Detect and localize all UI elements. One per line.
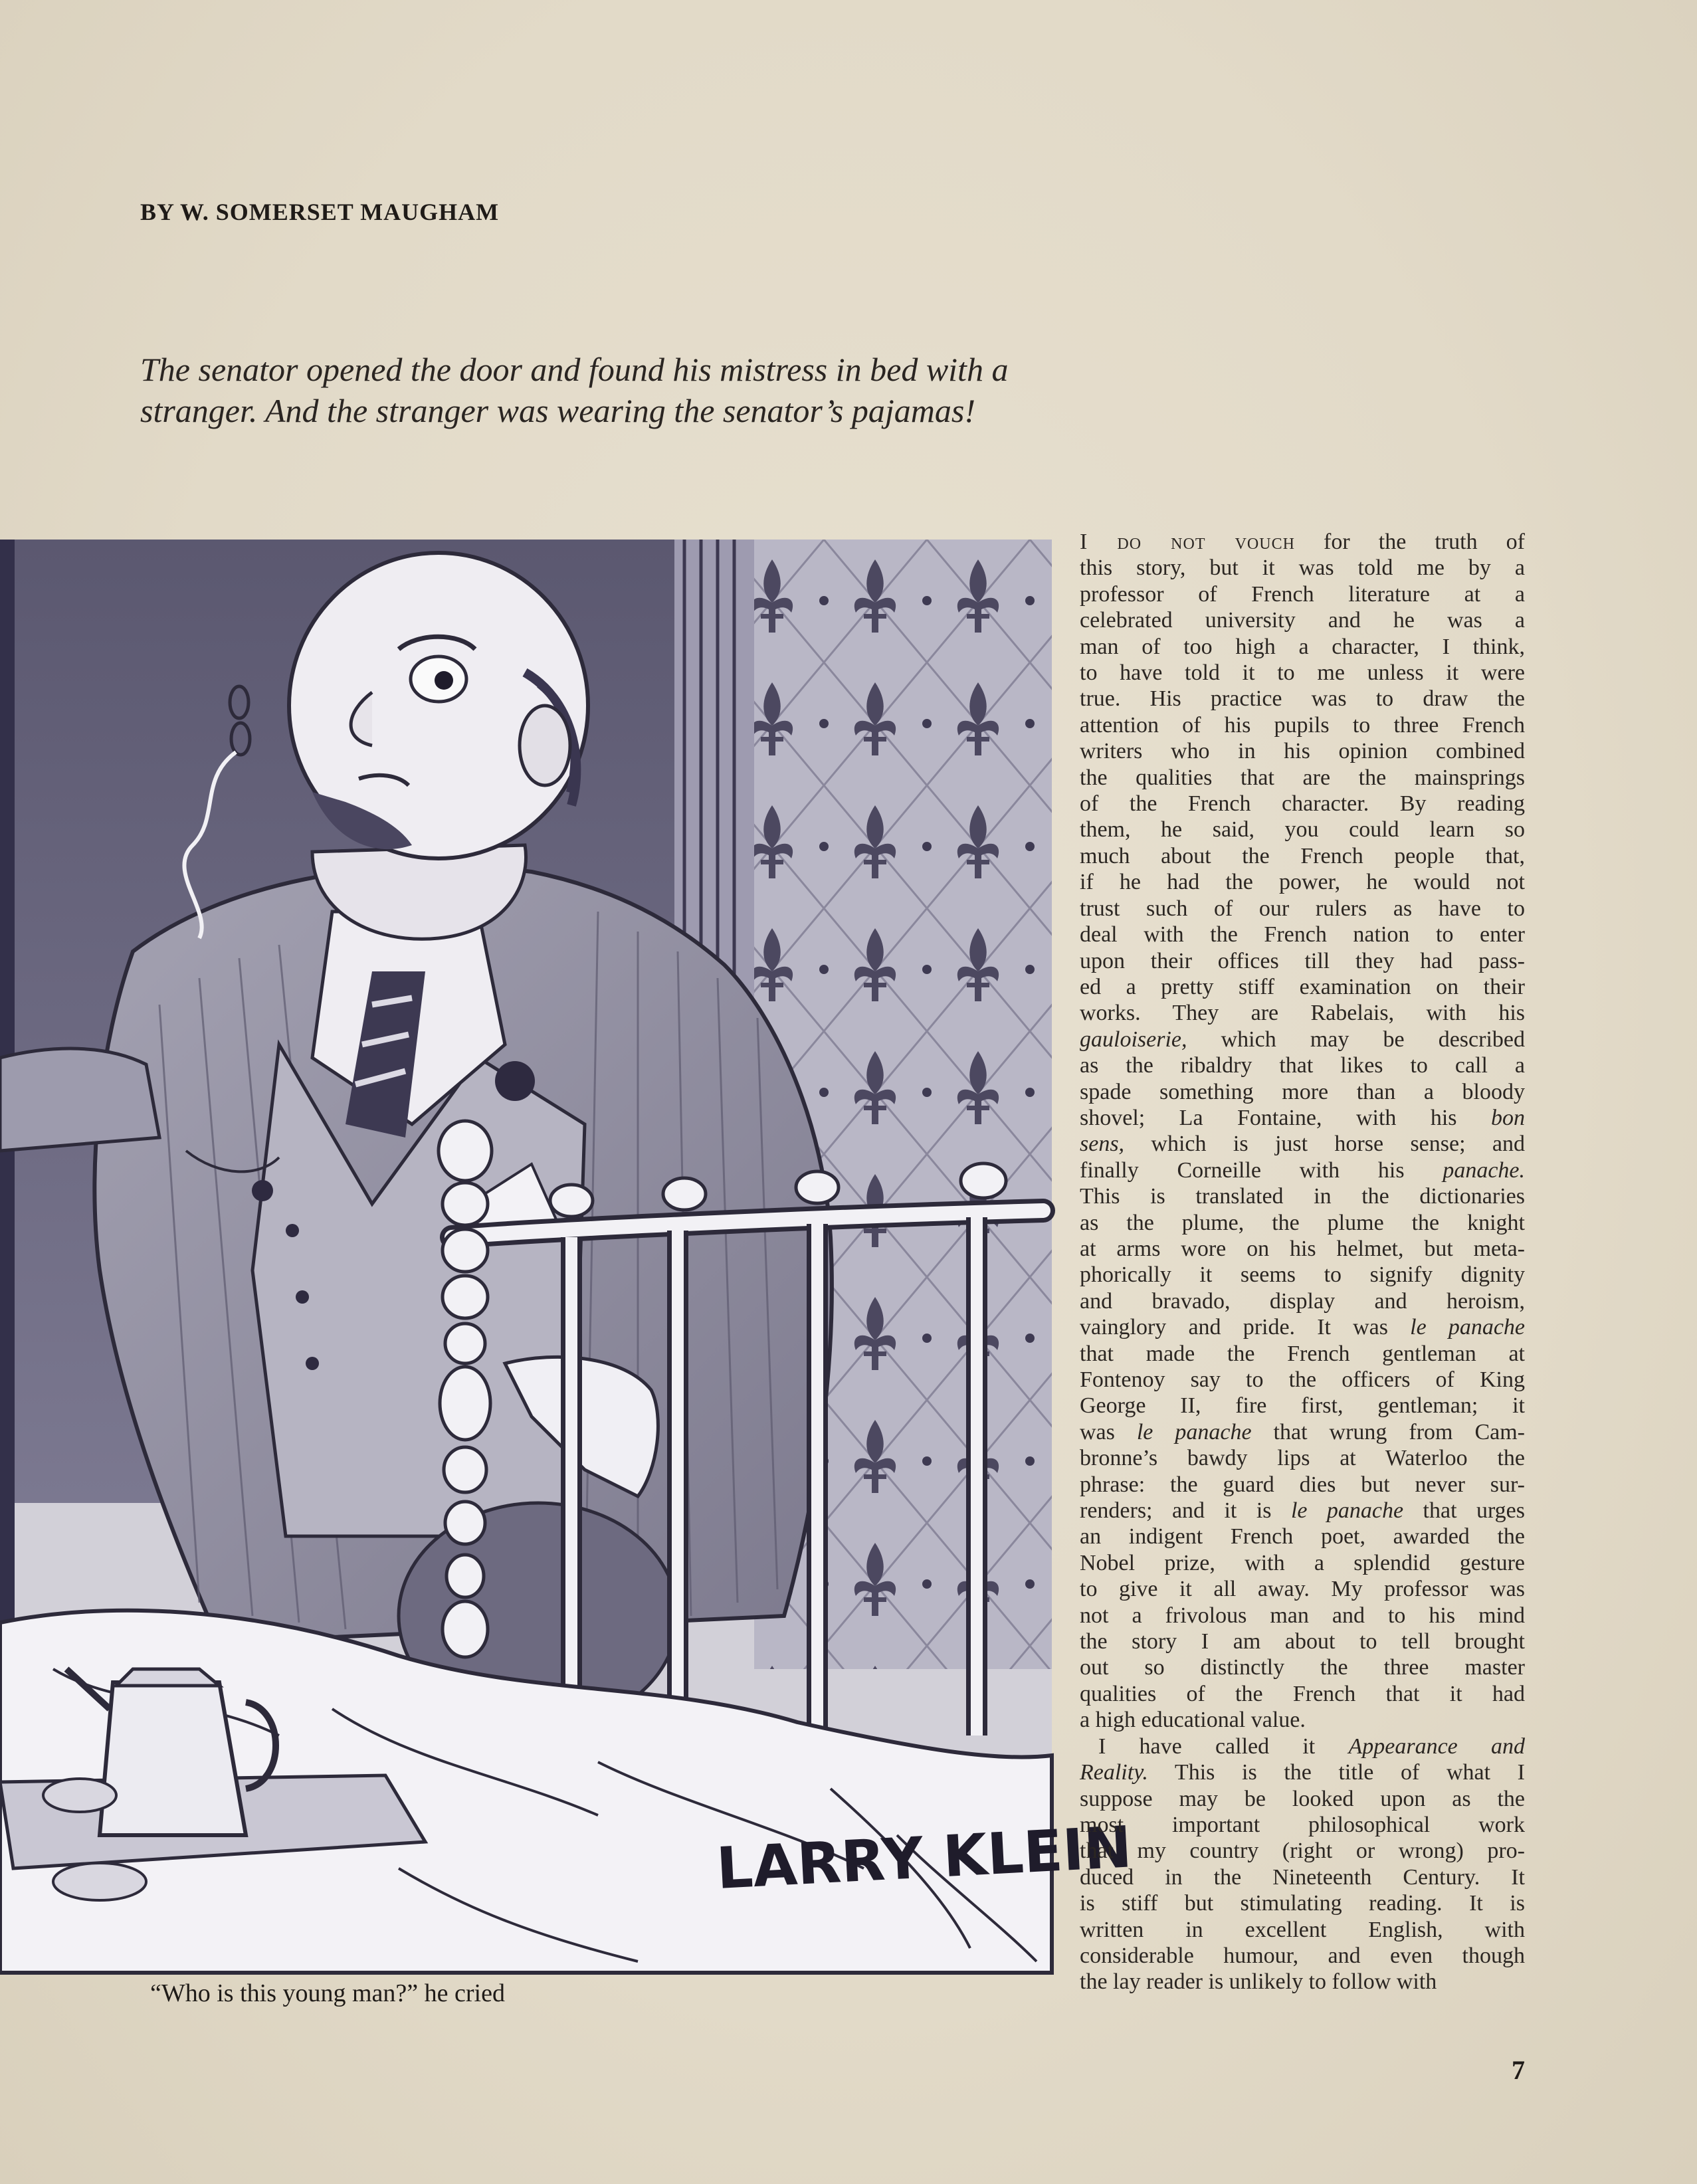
body-line: and bravado, display and heroism, [1080,1288,1525,1314]
body-line: sens, which is just horse sense; and [1080,1132,1525,1157]
page-number: 7 [1512,2055,1525,2085]
body-line: I have called it Appearance and [1098,1734,1526,1759]
body-line: renders; and it is le panache that urges [1080,1498,1526,1524]
body-line: the story I am about to tell brought [1080,1629,1525,1654]
lead-in: I do not vouch [1080,530,1295,554]
body-line: Nobel prize, with a splendid gesture [1080,1550,1525,1575]
body-line: writers who in his opinion combined [1080,739,1525,764]
body-line: Reality. This is the title of what I [1080,1760,1525,1785]
body-line: qualities of the French that it had [1080,1681,1525,1706]
body-line: George II, fire first, gentleman; it [1080,1393,1525,1419]
body-line: true. His practice was to draw the [1080,686,1525,712]
body-line: suppose may be looked upon as the [1080,1786,1525,1811]
deck-line-1: The senator opened the door and found his mistress in bed with a [140,351,1009,388]
senator-illustration [0,540,1134,1973]
body-line: was le panache that wrung from Cam- [1080,1419,1525,1444]
deck-summary [140,349,1064,431]
illustration-caption: “Who is this young man?” he cried [150,1979,505,2007]
byline: BY W. SOMERSET MAUGHAM [140,199,500,225]
body-line: to give it all away. My professor was [1080,1577,1525,1602]
body-line: This is translated in the dictionaries [1080,1184,1525,1209]
body-line: spade something more than a bloody [1080,1079,1525,1104]
body-line: written in excellent English, with [1080,1917,1525,1942]
body-line: works. They are Rabelais, with his [1080,1001,1525,1026]
body-line: most important philosophical work [1080,1812,1525,1837]
illustration [0,540,1134,1973]
body-line: duced in the Nineteenth Century. It [1080,1864,1525,1890]
body-line: phrase: the guard dies but never sur- [1080,1472,1525,1497]
body-line: man of too high a character, I think, [1080,634,1525,659]
body-line: attention of his pupils to three French [1080,712,1525,738]
body-line: ed a pretty stiff examination on their [1080,974,1525,999]
body-line: the qualities that are the mainsprings [1080,765,1525,790]
body-line: that my country (right or wrong) pro- [1080,1838,1525,1864]
body-line: considerable humour, and even though [1080,1943,1525,1968]
body-line: that made the French gentleman at [1080,1341,1525,1366]
body-line: finally Corneille with his panache. [1080,1157,1525,1183]
body-line: upon their offices till they had pass- [1080,948,1525,973]
body-line: is stiff but stimulating reading. It is [1080,1891,1525,1916]
body-line: professor of French literature at a [1080,581,1525,607]
body-line: this story, but it was told me by a [1080,555,1525,581]
body-line: the lay reader is unlikely to follow with [1080,1969,1437,1995]
body-line: of the French character. By reading [1080,791,1525,817]
body-line: I do not vouch for the truth of [1080,530,1525,554]
body-line: much about the French people that, [1080,843,1525,868]
body-line: phorically it seems to signify dignity [1080,1262,1525,1288]
body-line: at arms wore on his helmet, but meta- [1080,1236,1525,1261]
body-line: deal with the French nation to enter [1080,922,1525,947]
body-line: to have told it to me unless it were [1080,660,1525,686]
body-line: them, he said, you could learn so [1080,817,1525,843]
article-body [1080,529,1525,1995]
svg-text:LARRY KLEIN: LARRY KLEIN [714,1814,1134,1902]
body-line: gauloiserie, which may be described [1080,1027,1525,1052]
body-line: an indigent French poet, awarded the [1080,1524,1525,1549]
body-line: as the ribaldry that likes to call a [1080,1053,1525,1078]
body-line: bronne’s bawdy lips at Waterloo the [1080,1446,1525,1471]
deck-line-2: stranger. And the stranger was wearing the senator’s pajamas! [140,392,976,429]
body-line: vainglory and pride. It was le panache [1080,1315,1526,1340]
body-line: as the plume, the plume the knight [1080,1210,1525,1235]
body-line: celebrated university and he was a [1080,608,1525,633]
body-line: trust such of our rulers as have to [1080,896,1525,921]
body-line: out so distinctly the three master [1080,1655,1525,1680]
body-line: shovel; La Fontaine, with his bon [1080,1105,1525,1130]
body-line: not a frivolous man and to his mind [1080,1603,1525,1628]
body-line: Fontenoy say to the officers of King [1080,1367,1525,1392]
body-line: if he had the power, he would not [1080,870,1525,895]
body-line: a high educational value. [1080,1708,1306,1733]
